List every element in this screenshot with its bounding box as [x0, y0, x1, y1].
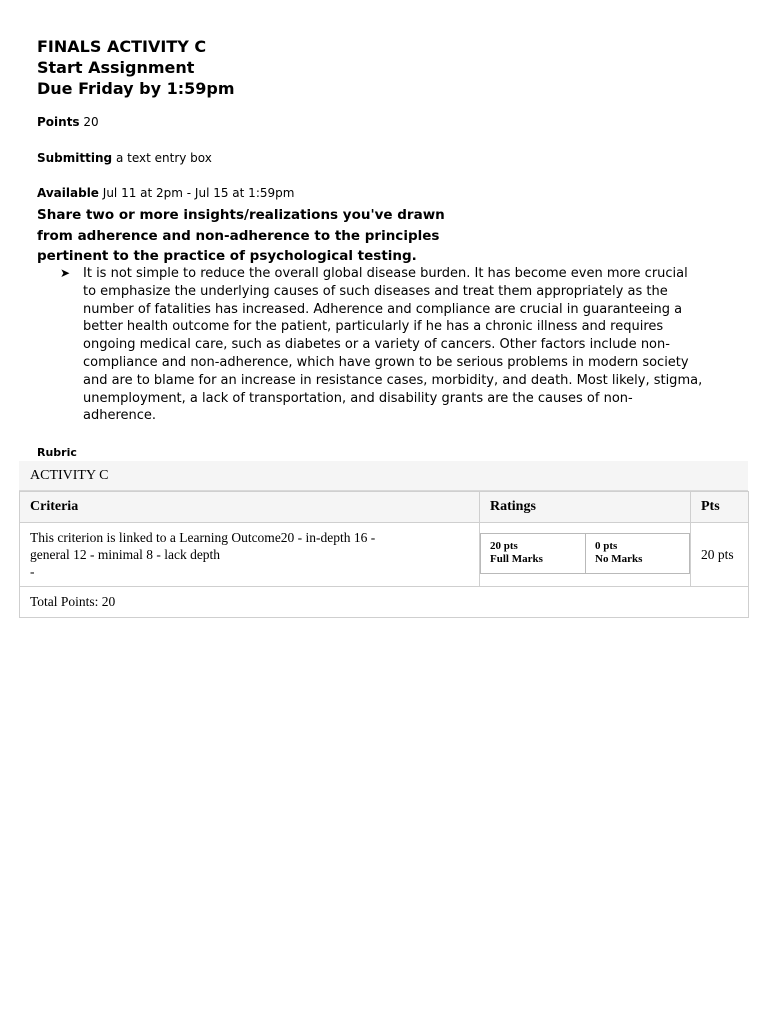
criteria-header: Criteria — [20, 492, 480, 523]
question-line: Share two or more insights/realizations you've drawn — [37, 207, 445, 223]
rating-label: No Marks — [595, 553, 643, 565]
assignment-header — [37, 36, 235, 99]
available-value: Jul 11 at 2pm - Jul 15 at 1:59pm — [102, 186, 295, 200]
rating-points: 0 pts — [595, 540, 618, 552]
criterion-description — [20, 523, 480, 587]
rubric-criterion-row — [20, 523, 749, 587]
points-value: 20 — [83, 115, 99, 129]
answer-line: better health outcome for the patient, particularly if he has a chronic illness and requires — [83, 319, 664, 335]
rubric-header-row — [20, 492, 749, 523]
answer-line: It is not simple to reduce the overall global disease burden. It has become even more crucial — [83, 266, 688, 281]
answer-line: and are to blame for an increase in resistance cases, morbidity, and death. Most likely, stigma, — [83, 372, 703, 388]
criterion-ratings — [480, 523, 691, 587]
points-info — [37, 115, 99, 129]
answer-bullet-item — [60, 265, 740, 425]
answer-line: number of fatalities has increased. Adherence and compliance are crucial in guaranteeing a — [83, 301, 683, 317]
available-label: Available — [37, 186, 99, 200]
criterion-line: - — [30, 564, 35, 579]
start-assignment-link[interactable]: Start Assignment — [37, 58, 195, 77]
rating-no-marks — [585, 534, 689, 573]
assignment-title: FINALS ACTIVITY C — [37, 37, 207, 56]
submitting-label: Submitting — [37, 151, 113, 165]
pts-header: Pts — [691, 492, 749, 523]
answer-text — [83, 265, 740, 425]
rating-full-marks — [481, 534, 585, 573]
criterion-line: This criterion is linked to a Learning Outcome20 - in-depth 16 - — [30, 530, 376, 545]
answer-line: unemployment, a lack of transportation, and disability grants are the causes of non- — [83, 390, 633, 406]
ratings-box — [480, 533, 690, 574]
answer-line: adherence. — [83, 408, 157, 424]
due-date: Due Friday by 1:59pm — [37, 79, 235, 98]
arrow-bullet-icon: ➤ — [60, 266, 71, 280]
question-prompt — [37, 205, 477, 267]
points-label: Points — [37, 115, 80, 129]
rubric-total-row — [20, 587, 749, 618]
rubric-label: Rubric — [37, 446, 77, 459]
submitting-value: a text entry box — [115, 151, 212, 165]
answer-line: to emphasize the underlying causes of such diseases and treat them appropriately as the — [83, 283, 668, 299]
rating-points: 20 pts — [490, 540, 518, 552]
criterion-points: 20 pts — [691, 523, 749, 587]
rating-label: Full Marks — [490, 553, 543, 565]
available-info — [37, 186, 294, 200]
total-points: Total Points: 20 — [20, 587, 749, 618]
answer-line: ongoing medical care, such as diabetes or a variety of cancers. Other factors include non- — [83, 337, 670, 353]
rubric-table — [19, 491, 749, 618]
criterion-line: general 12 - minimal 8 - lack depth — [30, 547, 221, 562]
answer-line: compliance and non-adherence, which have grown to be serious problems in modern society — [83, 354, 689, 370]
rubric-panel — [19, 461, 748, 618]
question-line: from adherence and non-adherence to the principles — [37, 227, 440, 244]
rubric-title: ACTIVITY C — [19, 461, 748, 491]
question-line: pertinent to the practice of psychological testing. — [37, 248, 417, 264]
submitting-info — [37, 151, 212, 165]
ratings-header: Ratings — [480, 492, 691, 523]
